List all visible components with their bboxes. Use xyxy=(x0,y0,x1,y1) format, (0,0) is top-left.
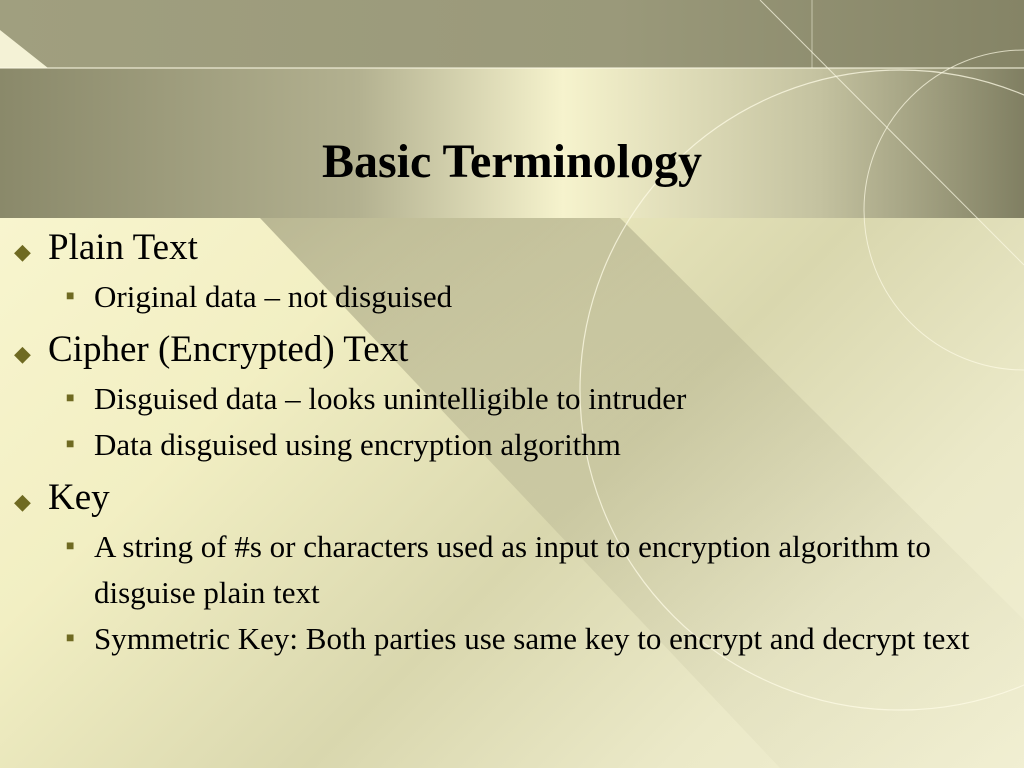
sub-bullet xyxy=(66,422,1004,468)
diamond-bullet-icon: ◆ xyxy=(14,489,31,514)
slide-title: Basic Terminology xyxy=(321,135,703,188)
sub-bullet-text: Disguised data – looks unintelligible to intruder xyxy=(94,381,687,416)
bullet-plain-text xyxy=(14,226,1004,274)
bullet-label: Plain Text xyxy=(48,227,198,268)
sub-bullet-text: Symmetric Key: Both parties use same key to encrypt and decrypt text xyxy=(94,621,970,656)
square-bullet-icon: ■ xyxy=(66,631,75,646)
sub-bullet-text: Original data – not disguised xyxy=(94,279,453,314)
bullet-label: Cipher (Encrypted) Text xyxy=(48,329,409,370)
sub-bullet xyxy=(66,274,1004,320)
diamond-bullet-icon: ◆ xyxy=(14,239,31,264)
sub-bullet-text: A string of #s or characters used as input to encryption algorithm to disguise plain text xyxy=(94,529,931,610)
slide-content xyxy=(14,226,1004,670)
square-bullet-icon: ■ xyxy=(66,391,75,406)
sub-bullet-text: Data disguised using encryption algorithm xyxy=(94,427,621,462)
bullet-group-cipher-text xyxy=(14,328,1004,468)
bullet-key xyxy=(14,476,1004,524)
sub-bullet xyxy=(66,524,1004,616)
square-bullet-icon: ■ xyxy=(66,437,75,452)
sub-bullet xyxy=(66,616,1004,662)
bullet-group-key xyxy=(14,476,1004,662)
bullet-label: Key xyxy=(48,477,110,518)
bullet-cipher-text xyxy=(14,328,1004,376)
square-bullet-icon: ■ xyxy=(66,289,75,304)
sub-bullet xyxy=(66,376,1004,422)
square-bullet-icon: ■ xyxy=(66,539,75,554)
diamond-bullet-icon: ◆ xyxy=(14,341,31,366)
bullet-group-plain-text xyxy=(14,226,1004,320)
